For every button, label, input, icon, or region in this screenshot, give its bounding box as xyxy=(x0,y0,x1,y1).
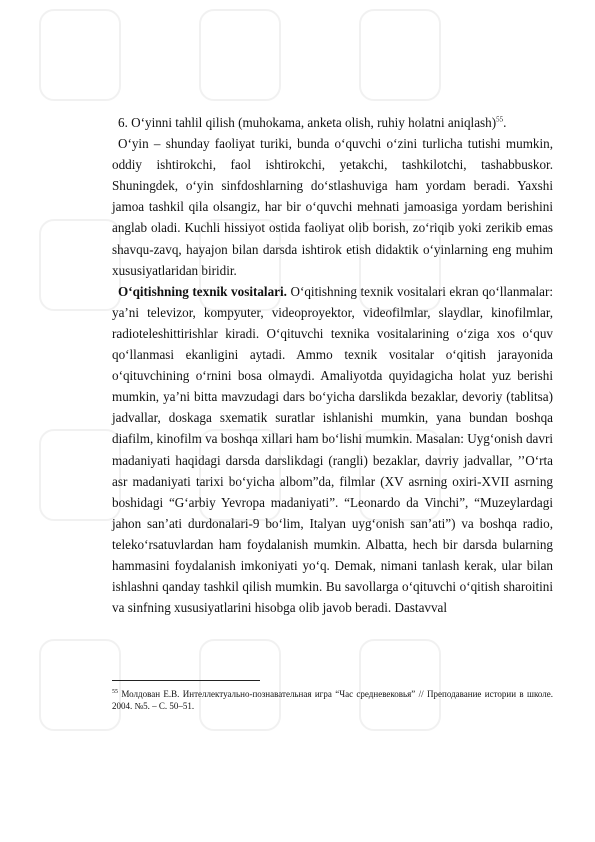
footnote xyxy=(112,688,553,712)
paragraph-game-analysis: O‘yin – shunday faoliyat turiki, bunda o‘quvchi o‘zini turlicha tutishi mumkin, oddiy ishtirokchi, faol ishtirokchi, yetakchi, tashkilotchi, tashabbuskor. Shuningdek, o‘yin sinfdoshlarning do‘stlashuviga ham yordam beradi. Yaxshi jamoa tashkil qila olsangiz, har bir o‘quvchi mehnati jamoasiga yordam berishini anglab oladi. Kuchli hissiyot ostida faoliyat olib borish, zo‘riqib yoki zerikib emas shavqu-zavq, hayajon bilan darsda ishtirok etish didaktik o‘yinlarning eng muhim xususiyatlaridan biridir. xyxy=(112,136,553,278)
paragraph-technical-means xyxy=(112,281,553,619)
heading-tail: . xyxy=(503,115,507,130)
paragraph-bold-lead: O‘qitishning texnik vositalari. xyxy=(118,283,287,299)
heading-number: 6. xyxy=(118,115,132,130)
footnote-reference[interactable]: 55 xyxy=(496,115,504,124)
document-body xyxy=(112,112,553,618)
footnote-separator xyxy=(112,680,260,681)
footnote-text: Молдован Е.В. Интеллектуально-познавательная игра “Час средневековья” // Преподавание истории в школе. 2004. №5. – С. 50–51. xyxy=(112,689,553,711)
section-heading xyxy=(112,112,553,133)
paragraph-body: O‘qitishning texnik vositalari ekran qo‘llanmalar: ya’ni televizor, kompyuter, videoproyektor, videofilmlar, slaydlar, kinofilmlar, radioteleshittirishlar kiradi. O‘qituvchi texnika vositalarining o‘ziga xos o‘quv qo‘llanmasi ekanligini aytadi. Ammo texnik vositalar o‘qitish jarayonida o‘qituvchining o‘rnini bosa olmaydi. Amaliyotda quyidagicha holat yuz berishi mumkin, ya’ni bitta mavzudagi dars bo‘yicha darslikda bezaklar, devoriy (tablitsa) jadvallar, doskaga sxematik suratlar ishlanishi mumkin, yana bundan boshqa diafilm, kinofilm va boshqa xillari ham bo‘lishi mumkin. Masalan: Uyg‘onish davri madaniyati haqidagi darsda darslikdagi (rangli) bezaklar, davriy jadvallar, ’’O‘rta asr madaniyati tarixi bo‘yicha albom”da, filmlar (XV asrning oxiri-XVII asrning boshidagi “G‘arbiy Yevropa madaniyati”. “Leonardo da Vinchi”, “Muzeylardagi jahon san’ati durdonalari-9 bo‘lim, Italyan uyg‘onish san’ati”) va boshqa radio, teleko‘rsatuvlardan ham foydalanish mumkin. Albatta, hech bir darsda bularning hammasini foydalanish imkoniyati yo‘q. Demak, nimani tanlash kerak, ular bilan ishlashni qanday tashkil qilish mumkin. Bu savollarga o‘qituvchi o‘qitish sharoitini va sinfning xususiyatlarini hisobga olib javob beradi. Dastavval xyxy=(112,283,553,616)
footnote-number: 55 xyxy=(112,689,118,695)
heading-text: O‘yinni tahlil qilish (muhokama, anketa olish, ruhiy holatni aniqlash) xyxy=(131,115,497,130)
